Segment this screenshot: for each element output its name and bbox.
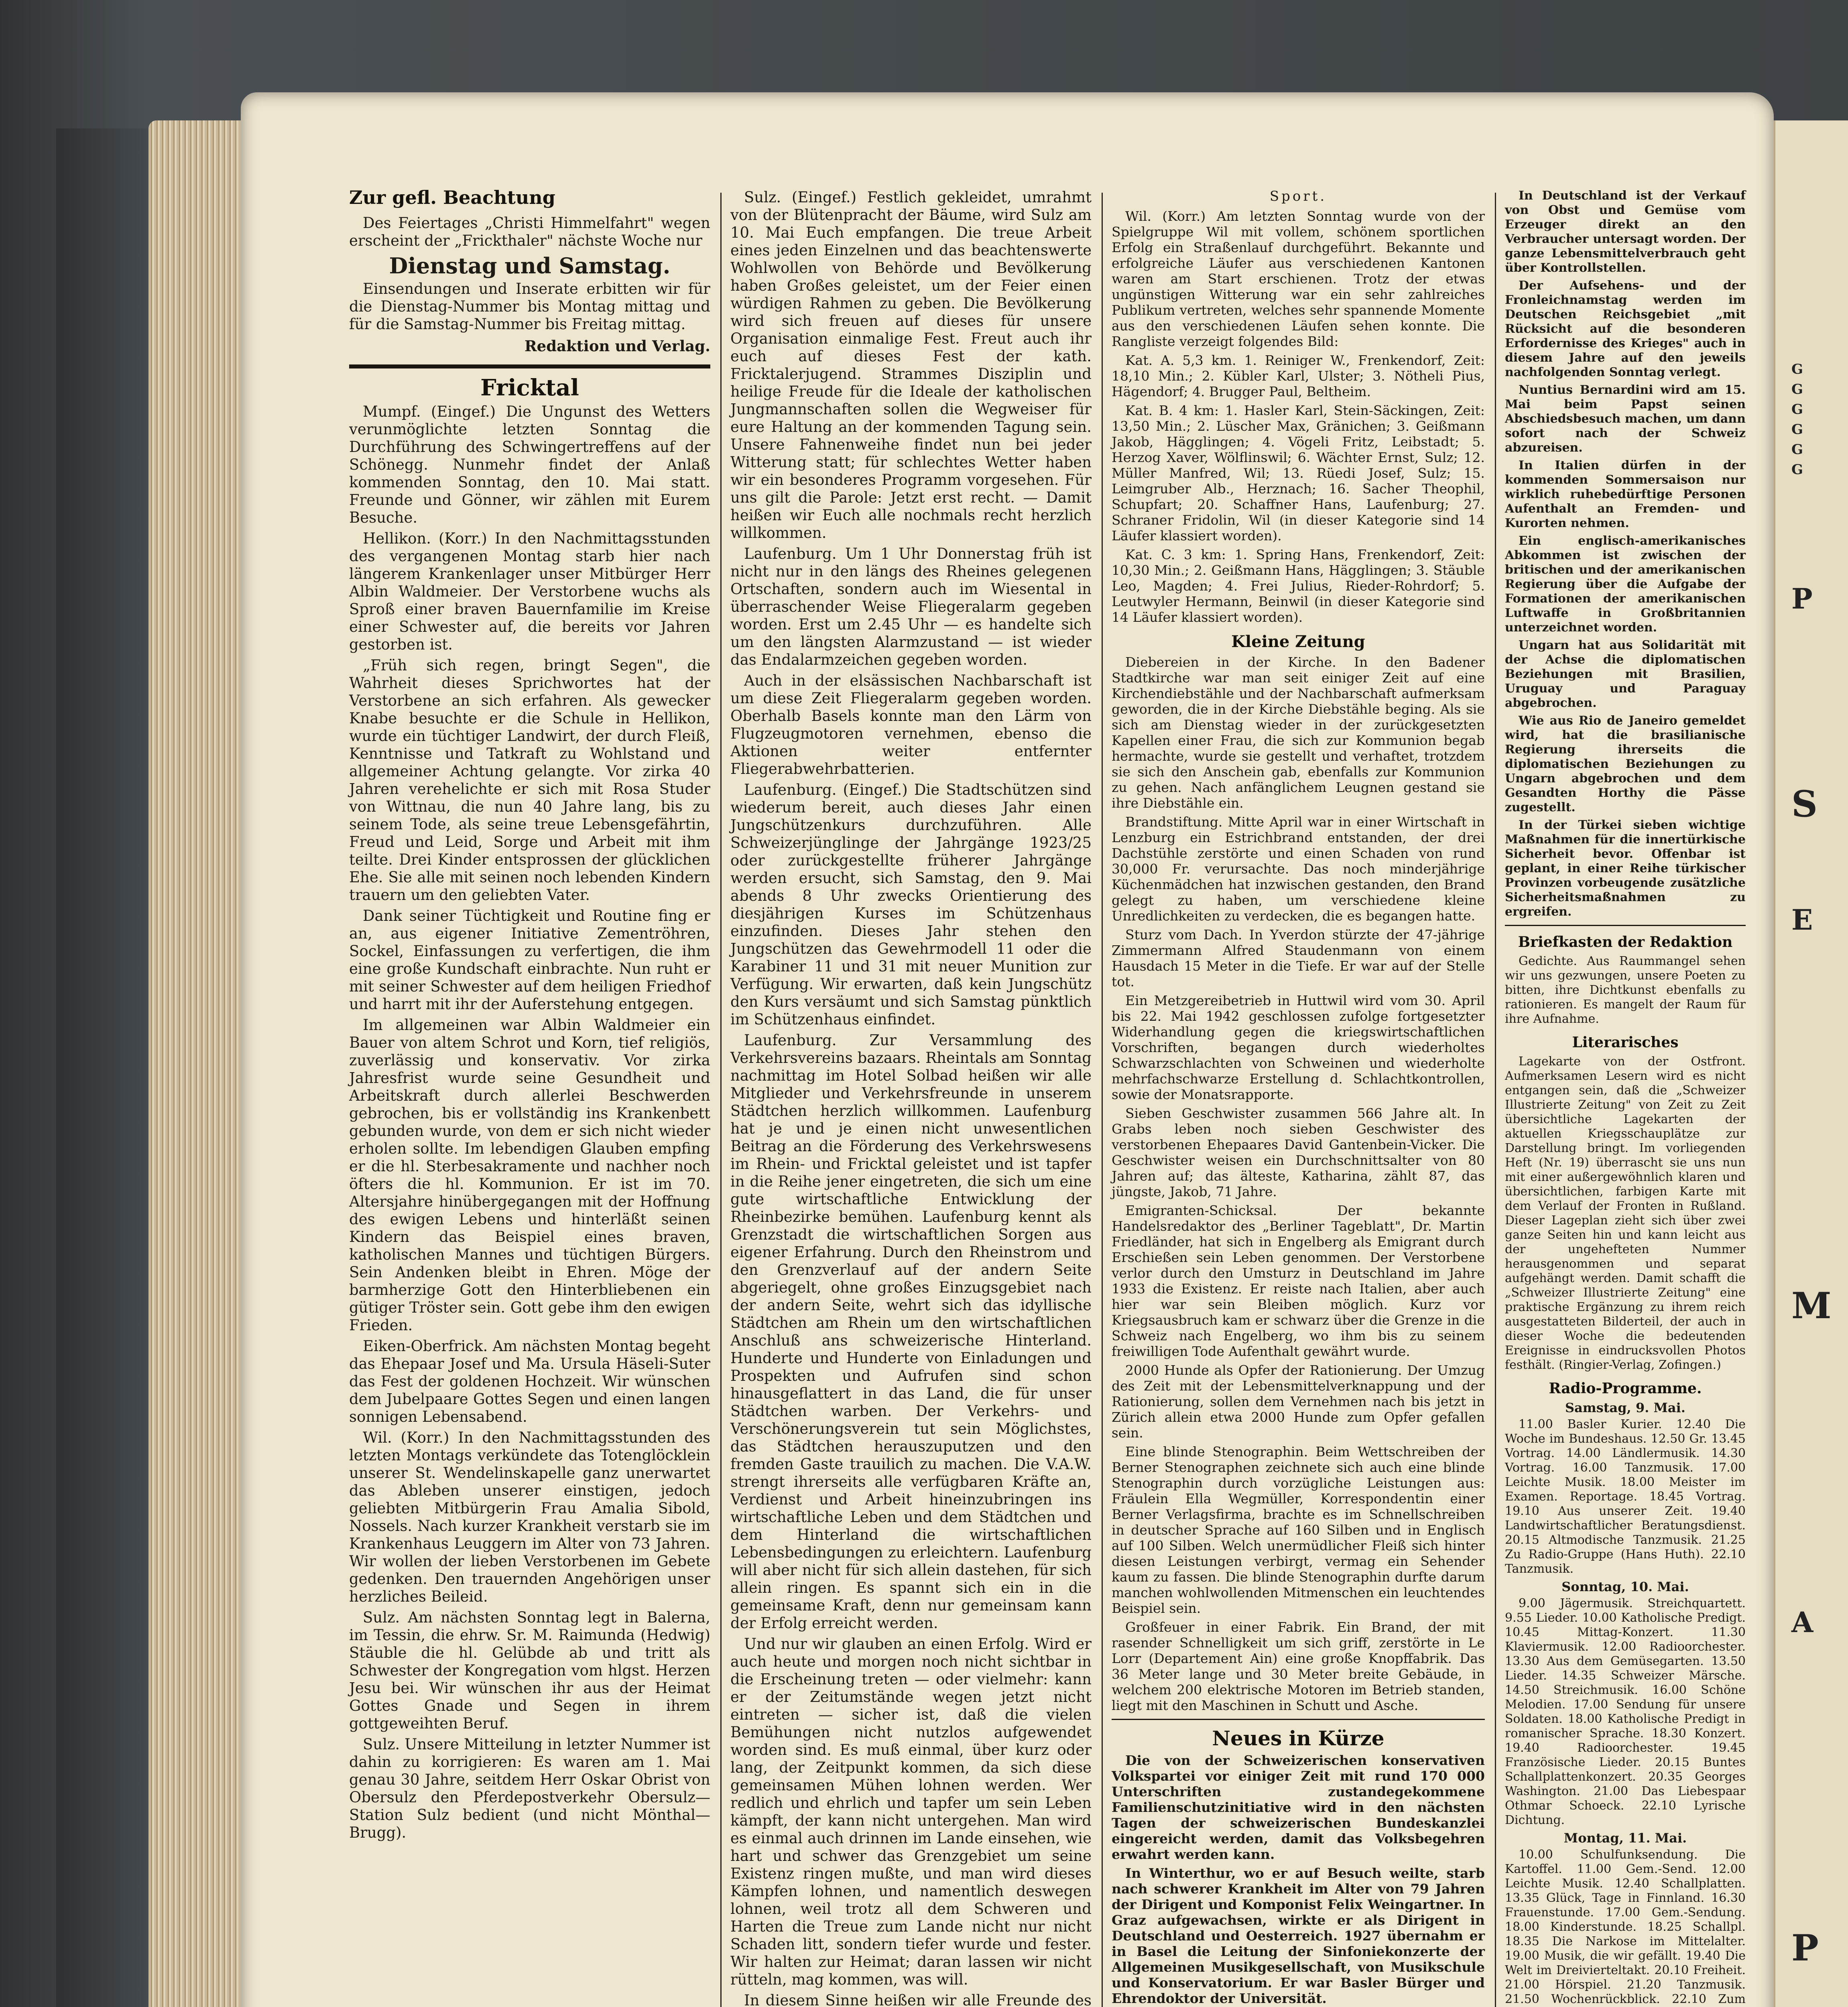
article-paragraph: Brandstiftung. Mitte April war in einer Wirtschaft in Lenzburg ein Estrichbrand entstanden, der drei Dachstühle zerstörte und einen Schaden von rund 30,000 Fr. verursachte. Das noch minderjährige Küchenmädchen hat inzwischen gestanden, den Brand gelegt zu haben, um verschiedene kleine Unredlichkeiten zu verdecken, die es begangen hatte. [1112, 814, 1485, 924]
section-heading: Literarisches [1572, 1034, 1679, 1051]
article-paragraph: Ungarn hat aus Solidarität mit der Achse die diplomatischen Beziehungen mit Brasilien, Uruguay und Paraguay abgebrochen. [1505, 638, 1746, 710]
notice-text: Des Feiertages „Christi Himmelfahrt" wegen erscheint der „Frickthaler" nächste Woche nur [349, 214, 710, 249]
article-paragraph: Lagekarte von der Ostfront. Aufmerksamen Lesern wird es nicht entgangen sein, daß die „Schweizer Illustrierte Zeitung" von Zeit zu Zeit übersichtliche Lagekarten der aktuellen Kriegsschauplätze zur Darstellung bringt. Im vorliegenden Heft (Nr. 19) überrascht sie uns nun mit einer außergewöhnlich klaren und übersichtlichen, farbigen Karte mit dem Verlauf der Fronten in Rußland. Dieser Lageplan zieht sich über zwei ganze Seiten hin und kann leicht aus der ungehefteten Nummer herausgenommen und separat aufgehängt werden. Damit schafft die „Schweizer Illustrierte Zeitung" eine praktische Ergänzung zu ihrem reich ausgestatteten Bilderteil, der auch in dieser Woche die bedeutenden Ereignisse in eindrucksvollen Photos festhält. (Ringier-Verlag, Zofingen.) [1505, 1054, 1746, 1372]
adjacent-fragment: G [1791, 381, 1803, 397]
article-paragraph: Großfeuer in einer Fabrik. Ein Brand, der mit rasender Schnelligkeit um sich griff, zerstörte in Le Lorr (Departement Ain) eine große Knopffabrik. Das 36 Meter lange und 30 Meter breite Gebäude, in welchem 200 elektrische Motoren im Betrieb standen, liegt mit den Maschinen in Schutt und Asche. [1112, 1619, 1485, 1713]
adjacent-fragment: G [1791, 401, 1803, 417]
article-paragraph: In Winterthur, wo er auf Besuch weilte, starb nach schwerer Krankheit im Alter von 79 Jahren der Dirigent und Komponist Felix Weingartner. In Graz aufgewachsen, wirkte er als Dirigent in Deutschland und Oesterreich. 1927 übernahm er in Basel die Leitung der Sinfoniekonzerte der Allgemeinen Musikgesellschaft, von Musikschule und Konservatorium. Er war Basler Bürger und Ehrendoktor der Universität. [1112, 1865, 1485, 2006]
article-paragraph: Sulz. Am nächsten Sonntag legt in Balerna, im Tessin, die ehrw. Sr. M. Raimunda (Hedwig) Stäuble die hl. Gelübde ab und tritt als Schwester der Kongregation vom hlgst. Herzen Jesu bei. Wir wünschen ihr aus der Heimat Gottes Gnade und Segen in ihrem gottgeweihten Beruf. [349, 1609, 710, 1732]
article-paragraph: Nuntius Bernardini wird am 15. Mai beim Papst seinen Abschiedsbesuch machen, um dann sofort nach der Schweiz abzureisen. [1505, 383, 1746, 455]
column-rule [720, 193, 722, 2007]
radio-day: Samstag, 9. Mai. [1565, 1400, 1685, 1415]
radio-program: 11.00 Basler Kurier. 12.40 Die Woche im Bundeshaus. 12.50 Gr. 13.45 Vortrag. 14.00 Ländlermusik. 14.30 Vortrag. 16.00 Tanzmusik. 17.00 Leichte Musik. 18.00 Meister im Examen. Reportage. 18.45 Vortrag. 19.10 Aus unserer Zeit. 19.40 Landwirtschaftlicher Beratungsdienst. 20.15 Altmodische Tanzmusik. 21.25 Zu Radio-Gruppe (Hans Huth). 22.10 Tanzmusik. [1505, 1417, 1746, 1576]
notice-signature: Redaktion und Verlag. [524, 337, 710, 355]
column-3 [1112, 189, 1485, 2007]
adjacent-page [1774, 120, 1848, 2007]
article-paragraph: Der Aufsehens- und der Fronleichnamstag werden im Deutschen Reichsgebiet „mit Rücksicht auf die besonderen Erfordernisse des Krieges" auch in diesem Jahre auf den jeweils nachfolgenden Sonntag verlegt. [1505, 279, 1746, 379]
notice-text: Einsendungen und Inserate erbitten wir für die Dienstag-Nummer bis Montag mittag und für die Samstag-Nummer bis Freitag mittag. [349, 280, 710, 333]
notice-title: Zur gefl. Beachtung [349, 187, 555, 208]
section-heading: Radio-Programme. [1549, 1380, 1702, 1397]
article-paragraph: Wie aus Rio de Janeiro gemeldet wird, hat die brasilianische Regierung ihrerseits die diplomatischen Beziehungen zu Ungarn abgebrochen und dem Gesandten Horthy die Pässe zugestellt. [1505, 714, 1746, 814]
column-4 [1505, 189, 1746, 2007]
radio-program: 10.00 Schulfunksendung. Die Kartoffel. 11.00 Gem.-Send. 12.00 Leichte Musik. 12.40 Schallplatten. 13.35 Glück, Tage in Finnland. 16.30 Frauenstunde. 17.00 Gem.-Sendung. 18.00 Kinderstunde. 18.25 Schallpl. 18.35 Die Narkose im Mittelalter. 19.00 Musik, die wir gefällt. 19.40 Die Welt im Dreivierteltakt. 20.10 Freiheit. 21.00 Hörspiel. 21.20 Tanzmusik. 21.50 Wochenrückblick. 22.10 Zum [1505, 1848, 1746, 2006]
notice-days: Dienstag und Samstag. [389, 253, 671, 279]
adjacent-fragment: G [1791, 442, 1803, 458]
article-paragraph: Im allgemeinen war Albin Waldmeier ein Bauer von altem Schrot und Korn, tief religiös, zuverlässig und konservativ. Vor zirka Jahresfrist wurde seine Gesundheit und Arbeitskraft durch allerlei Beschwerden gebrochen, bis er vollständig ins Krankenbett gebunden wurde, von dem er sich nicht wieder erholen sollte. Im lebendigen Glauben empfing er die hl. Sterbesakramente und nachher noch öfters die hl. Kommunion. Er ist im 70. Altersjahre hinübergegangen mit der Hoffnung des ewigen Lebens und hinterläßt seinen Kindern das Beispiel eines braven, katholischen Mannes und tüchtigen Bürgers. Sein Andenken bleibt in Ehren. Möge der barmherzige Gott den Hinterbliebenen ein gütiger Tröster sein. Gott gebe ihm den ewigen Frieden. [349, 1016, 710, 1334]
article-paragraph: Emigranten-Schicksal. Der bekannte Handelsredaktor des „Berliner Tageblatt", Dr. Martin Friedländer, hat sich in Engelberg als Emigrant durch Erschießen sein Leben genommen. Der Verstorbene verlor durch den Umsturz in Deutschland im Jahre 1933 die Existenz. Er reiste nach Italien, aber auch hier war sein Bleiben möglich. Kurz vor Kriegsausbruch kam er schwarz über die Grenze in die Schweiz nach Engelberg, wo ihm bis zu seinem freiwilligen Tode Aufenthalt gewährt wurde. [1112, 1203, 1485, 1359]
adjacent-fragment: E [1791, 903, 1813, 936]
article-paragraph: Laufenburg. Um 1 Uhr Donnerstag früh ist nicht nur in den längs des Rheines gelegenen Ortschaften, sondern auch im Wiesental in überraschender Weise Fliegeralarm gegeben worden. Erst um 2.45 Uhr — es handelte sich um den längsten Alarmzustand — ist wieder das Endalarmzeichen gegeben worden. [730, 545, 1092, 668]
section-heading: Briefkasten der Redaktion [1518, 934, 1733, 951]
section-heading: Sport. [1269, 188, 1327, 204]
section-heading: Neues in Kürze [1212, 1726, 1384, 1750]
adjacent-fragment: S [1791, 783, 1818, 825]
article-paragraph: Ein englisch-amerikanisches Abkommen ist zwischen der britischen und der amerikanischen Regierung über die Aufgabe der Formationen der amerikanischen Luftwaffe in Großbritannien unterzeichnet worden. [1505, 534, 1746, 635]
newspaper-page [241, 92, 1774, 2007]
article-paragraph: Wil. (Korr.) Am letzten Sonntag wurde von der Spielgruppe Wil mit vollem, schönem sportlichen Erfolg ein Straßenlauf durchgeführt. Bekannte und erfolgreiche Läufer aus verschiedenen Kantonen waren am Start erschienen. Trotz der etwas ungünstigen Witterung war ein sehr zahlreiches Publikum vertreten, welches sehr spannende Momente aus den verschiedenen Läufen sehen konnte. Die Rangliste verzeigt folgendes Bild: [1112, 208, 1485, 349]
article-paragraph: Eiken-Oberfrick. Am nächsten Montag begeht das Ehepaar Josef und Ma. Ursula Häseli-Suter das Fest der goldenen Hochzeit. Wir wünschen dem Jubelpaare Gottes Segen und einen langen sonnigen Lebensabend. [349, 1337, 710, 1425]
article-paragraph: In Deutschland ist der Verkauf von Obst und Gemüse vom Erzeuger direkt an den Verbraucher untersagt worden. Der ganze Lebensmittelverbrauch geht über Kontrollstellen. [1505, 189, 1746, 275]
book-spine [56, 128, 152, 2007]
adjacent-fragment: G [1791, 421, 1803, 438]
adjacent-fragment: P [1791, 582, 1813, 615]
radio-program: 9.00 Jägermusik. Streichquartett. 9.55 Lieder. 10.00 Katholische Predigt. 10.45 Mittag-Konzert. 11.30 Klaviermusik. 12.00 Radioorchester. 13.30 Aus dem Gemüsegarten. 13.50 Lieder. 14.35 Schweizer Märsche. 14.50 Streichmusik. 16.00 Schöne Melodien. 17.00 Sendung für unsere Soldaten. 18.00 Katholische Predigt in romanischer Sprache. 18.30 Konzert. 19.40 Radioorchester. 19.45 Französische Lieder. 20.15 Buntes Schallplattenkonzert. 20.35 Georges Washington. 21.00 Das Liebespaar Othmar Schoeck. 22.10 Lyrische Dichtung. [1505, 1596, 1746, 1827]
adjacent-fragment: M [1791, 1284, 1832, 1327]
article-paragraph: Gedichte. Aus Raummangel sehen wir uns gezwungen, unsere Poeten zu bitten, ihre Dichtkunst ebenfalls zu rationieren. Es mangelt der Raum für ihre Aufnahme. [1505, 954, 1746, 1026]
column-rule [1102, 193, 1103, 2007]
article-paragraph: Und nur wir glauben an einen Erfolg. Wird er auch heute und morgen noch nicht sichtbar in die Erscheinung treten — oder vielmehr: kann er der Zeitumstände wegen jetzt nicht eintreten — sicher ist, daß die vielen Bemühungen nicht nutzlos aufgewendet worden sind. Es muß einmal, über kurz oder lang, der Zeitpunkt kommen, da sich diese gemeinsamen Mühen lohnen werden. Wer redlich und ehrlich und tapfer um sein Leben kämpft, der kann nicht untergehen. Man wird es einmal auch drinnen im Lande einsehen, wie hart und schwer das Grenzgebiet um seine Existenz ringen mußte, und man wird dieses Kämpfen lohnen, und namentlich deswegen lohnen, weil trotz all dem Schweren und Harten die Treue zum Lande nicht nur nicht Schaden litt, sondern tiefer wurde und fester. Wir halten zur Heimat; daran lassen wir nicht rütteln, mag kommen, was will. [730, 1635, 1092, 1988]
article-paragraph: In diesem Sinne heißen wir alle Freunde des [744, 1992, 1092, 2007]
adjacent-fragment: P [1791, 1927, 1819, 1969]
divider [349, 364, 710, 368]
column-2 [730, 189, 1092, 2007]
article-paragraph: In der Türkei sieben wichtige Maßnahmen für die innertürkische Sicherheit bevor. Offenbar ist geplant, in einer Reihe türkischer Provinzen vorbeugende zusätzliche Sicherheitsmaßnahmen zu ergreifen. [1505, 818, 1746, 919]
article-paragraph: Hellikon. (Korr.) In den Nachmittagsstunden des vergangenen Montag starb hier nach längerem Krankenlager unser Mitbürger Herr Albin Waldmeier. Der Verstorbene wuchs als Sproß einer braven Bauernfamilie im Kreise einer Schwester auf, die bereits vor Jahren gestorben ist. [349, 530, 710, 653]
divider [1112, 1719, 1485, 1720]
article-paragraph: Laufenburg. (Eingef.) Die Stadtschützen sind wiederum bereit, auch dieses Jahr einen Jungschützenkurs durchzuführen. Alle Schweizerjünglinge der Jahrgänge 1923/25 oder zurückgestellte früherer Jahrgänge werden ersucht, sich Samstag, den 9. Mai abends 8 Uhr zwecks Orientierung des diesjährigen Kurses im Schützenhaus einzufinden. Dieses Jahr stehen den Jungschützen das Gewehrmodell 11 oder die Karabiner 11 und 31 mit neuer Munition zur Verfügung. Wir erwarten, daß kein Jungschütz den Kurs versäumt und sich Samstag pünktlich im Schützenhaus einfindet. [730, 781, 1092, 1028]
column-rule [1495, 193, 1496, 2007]
article-paragraph: Sulz. (Eingef.) Festlich gekleidet, umrahmt von der Blütenpracht der Bäume, wird Sulz am 10. Mai Euch empfangen. Die treue Arbeit eines jeden Einzelnen und das beachtenswerte Wohlwollen von Behörde und Bevölkerung haben Großes geleistet, um der Feier einen würdigen Rahmen zu geben. Die Bevölkerung wird sich freuen auf dieses für unsere Organisation einmalige Fest. Freut auch ihr euch auf dieses Fest der kath. Fricktalerjugend. Strammes Disziplin und heilige Freude für die Ideale der katholischen Jungmannschaften sollen die Wegweiser für eure Haltung an der kommenden Tagung sein. Unsere Fahnenweihe findet nun bei jeder Witterung statt; für schlechtes Wetter haben wir ein besonderes Programm vorgesehen. Für uns gilt die Parole: Jetzt erst recht. — Damit heißen wir Euch alle nochmals recht herzlich willkommen. [730, 189, 1092, 541]
article-paragraph: Kat. C. 3 km: 1. Spring Hans, Frenkendorf, Zeit: 10,30 Min.; 2. Geißmann Hans, Hägglingen; 3. Stäuble Leo, Magden; 4. Frei Julius, Rieder-Rohrdorf; 5. Leutwyler Hermann, Beinwil (in dieser Kategorie sind 14 Läufer klassiert worden). [1112, 547, 1485, 625]
article-paragraph: Eine blinde Stenographin. Beim Wettschreiben der Berner Stenographen zeichnete sich auch eine blinde Stenographin durch vorzügliche Leistungen aus: Fräulein Ella Wegmüller, Korrespondentin einer Berner Verlagsfirma, brachte es im Schnellschreiben in deutscher Sprache auf 160 Silben und in Englisch auf 100 Silben. Welch unermüdlicher Fleiß sich hinter diesen Leistungen verbirgt, vermag ein Sehender kaum zu fassen. Die blinde Stenographin durfte darum manchen wohlwollenden Mitmenschen ein leuchtendes Beispiel sein. [1112, 1444, 1485, 1616]
article-paragraph: Auch in der elsässischen Nachbarschaft ist um diese Zeit Fliegeralarm gegeben worden. Oberhalb Basels konnte man den Lärm von Flugzeugmotoren vernehmen, ebenso die Aktionen weiter entfernter Fliegerabwehrbatterien. [730, 672, 1092, 778]
article-paragraph: Dank seiner Tüchtigkeit und Routine fing er an, aus eigener Initiative Zementröhren, Sockel, Einfassungen zu verfertigen, die ihm eine große Kundschaft einbrachte. Nun ruht er mit seiner Schwester auf dem heiligen Friedhof und harrt mit ihr der Auferstehung entgegen. [349, 907, 710, 1013]
adjacent-fragment: A [1791, 1606, 1813, 1639]
article-paragraph: In Italien dürfen in der kommenden Sommersaison nur wirklich ruhebedürftige Personen Aufenthalt an Fremden- und Kurorten nehmen. [1505, 458, 1746, 530]
article-paragraph: 2000 Hunde als Opfer der Rationierung. Der Umzug des Zeit mit der Lebensmittelverknappung und der Rationierung, sollen dem Vernehmen nach bis jetzt in Zürich allein etwa 2000 Hunde zum Opfer gefallen sein. [1112, 1362, 1485, 1441]
article-paragraph: Sturz vom Dach. In Yverdon stürzte der 47-jährige Zimmermann Alfred Staudenmann von einem Hausdach 15 Meter in die Tiefe. Er war auf der Stelle tot. [1112, 927, 1485, 989]
radio-day: Sonntag, 10. Mai. [1561, 1579, 1689, 1594]
column-1 [349, 189, 710, 1845]
article-paragraph: Wil. (Korr.) In den Nachmittagsstunden des letzten Montags verkündete das Totenglöcklein unserer St. Wendelinskapelle ganz unerwartet das Ableben unserer einstigen, jedoch geliebten Mitbürgerin Frau Amalia Sibold, Nossels. Nach kurzer Krankheit verstarb sie im Krankenhaus Leuggern im Alter von 73 Jahren. Wir wollen der lieben Verstorbenen im Gebete gedenken. Den trauernden Angehörigen unser herzliches Beileid. [349, 1429, 710, 1605]
adjacent-fragment: G [1791, 361, 1803, 377]
article-paragraph: Kat. B. 4 km: 1. Hasler Karl, Stein-Säckingen, Zeit: 13,50 Min.; 2. Lüscher Max, Gränichen; 3. Geißmann Jakob, Hägglingen; 4. Vögeli Fritz, Leibstadt; 5. Herzog Xaver, Wölflinswil; 6. Wächter Ernst, Sulz; 12. Müller Manfred, Wil; 13. Rüedi Josef, Sulz; 15. Leimgruber Alb., Herznach; 16. Sacher Theophil, Schupfart; 20. Schaffner Hans, Laufenburg; 27. Schraner Fridolin, Wil (in dieser Kategorie sind 14 Läufer klassiert worden). [1112, 403, 1485, 543]
article-paragraph: Ein Metzgereibetrieb in Huttwil wird vom 30. April bis 22. Mai 1942 geschlossen zufolge fortgesetzter Widerhandlung gegen die kriegswirtschaftlichen Vorschriften, begangen durch wiederholtes Schwarzschlachten von Schweinen und wiederholte mehrfachschwarze Erstellung d. Schlachtkontrollen, sowie der Monatsrapporte. [1112, 993, 1485, 1102]
adjacent-fragment: G [1791, 462, 1803, 478]
article-paragraph: „Früh sich regen, bringt Segen", die Wahrheit dieses Sprichwortes hat der Verstorbene an sich erfahren. Als gewecker Knabe besuchte er die Schule in Hellikon, wurde ein tüchtiger Landwirt, der durch Fleiß, Kenntnisse und Tatkraft zu Wohlstand und allgemeiner Achtung gelangte. Vor zirka 40 Jahren verehelichte er sich mit Rosa Studer von Wittnau, die nun 40 Jahre lang, bis zu seinem Tode, als seine treue Lebensgefährtin, Freud und Leid, Sorge und Arbeit mit ihm teilte. Drei Kinder entsprossen der glücklichen Ehe. Sie alle mit seinen noch lebenden Kindern trauern um den geliebten Vater. [349, 657, 710, 904]
radio-day: Montag, 11. Mai. [1563, 1830, 1687, 1846]
section-heading: Kleine Zeitung [1231, 632, 1365, 651]
page-edges [148, 120, 253, 2007]
divider [1505, 925, 1746, 926]
article-paragraph: Laufenburg. Zur Versammlung des Verkehrsvereins bazaars. Rheintals am Sonntag nachmittag im Hotel Solbad heißen wir alle Mitglieder und Verkehrsfreunde in unserem Städtchen herzlich willkommen. Laufenburg hat je und je einen nicht unwesentlichen Beitrag an die Förderung des Verkehrswesens im Rhein- und Fricktal geleistet und ist tapfer in die Reihe jener eingetreten, die sich um eine gute wirtschaftliche Entwicklung der Rheinbezirke bemühen. Laufenburg kennt als Grenzstadt die wirtschaftlichen Sorgen aus eigener Erfahrung. Durch den Rheinstrom und den Grenzverlauf auf der andern Seite abgeriegelt, ohne großes Einzugsgebiet nach der andern Seite, wehrt sich das idyllische Städtchen am Rhein um den wirtschaftlichen Anschluß ans schweizerische Hinterland. Hunderte und Hunderte von Einladungen und Prospekten und Aufrufen sind schon hinausgeflattert in das Land, die für unser Städtchen warben. Der Verkehrs- und Verschönerungsverein tut sein Möglichstes, das Städtchen herauszuputzen und den fremden Gaste trauilich zu machen. Die V.A.W. strengt ihrerseits alle verfügbaren Kräfte an, Verdienst und Arbeit hineinzubringen ins wirtschaftliche Leben und dem Städtchen und dem Hinterland die wirtschaftlichen Lebensbedingungen zu erleichtern. Laufenburg will aber nicht für sich allein dastehen, für sich allein ringen. Es spannt sich ein in die gemeinsame Kraft, denn nur gemeinsam kann der Erfolg erreicht werden. [730, 1032, 1092, 1632]
article-paragraph: Mumpf. (Eingef.) Die Ungunst des Wetters verunmöglichte letzten Sonntag die Durchführung des Schwingertreffens auf der Schönegg. Nunmehr findet der Anlaß kommenden Sonntag, den 10. Mai statt. Freunde und Gönner, wir zählen mit Eurem Besuche. [349, 403, 710, 526]
article-paragraph: Kat. A. 5,3 km. 1. Reiniger W., Frenkendorf, Zeit: 18,10 Min.; 2. Kübler Karl, Ulster; 3. Nötheli Pius, Hägendorf; 4. Brugger Paul, Beltheim. [1112, 352, 1485, 399]
article-paragraph: Sulz. Unsere Mitteilung in letzter Nummer ist dahin zu korrigieren: Es waren am 1. Mai genau 30 Jahre, seitdem Herr Oskar Obrist von Obersulz den Pferdepostverkehr Obersulz—Station Sulz bedient (und nicht Mönthal—Brugg). [349, 1736, 710, 1841]
article-paragraph: Die von der Schweizerischen konservativen Volkspartei vor einiger Zeit mit rund 170 000 Unterschriften zustandegekommene Familienschutzinitiative wird in den nächsten Tagen der schweizerischen Bundeskanzlei eingereicht werden, damit das Volksbegehren erwahrt werden kann. [1112, 1753, 1485, 1862]
section-heading: Fricktal [480, 375, 579, 401]
article-paragraph: Sieben Geschwister zusammen 566 Jahre alt. In Grabs leben noch sieben Geschwister des verstorbenen Ehepaares David Gantenbein-Vicker. Die Geschwister weisen ein Durchschnittsalter von 80 Jahren auf; das älteste, Katharina, zählt 87, das jüngste, Jakob, 71 Jahre. [1112, 1105, 1485, 1199]
article-paragraph: Diebereien in der Kirche. In den Badener Stadtkirche war man seit einiger Zeit auf eine Kirchendiebstähle und der Nachbarschaft aufmerksam geworden, die in der Kirche Diebstähle beging. Als sie sich am Dienstag wieder in der zurückgesetzten Kapellen einer Frau, die sich zur Kommunion begab hermachte, wurde sie gestellt und verhaftet, trotzdem sie sich den Anschein gab, ebenfalls zur Kommunion zu gehen. Nach anfänglichem Leugnen gestand sie ihre Diebstähle ein. [1112, 654, 1485, 811]
